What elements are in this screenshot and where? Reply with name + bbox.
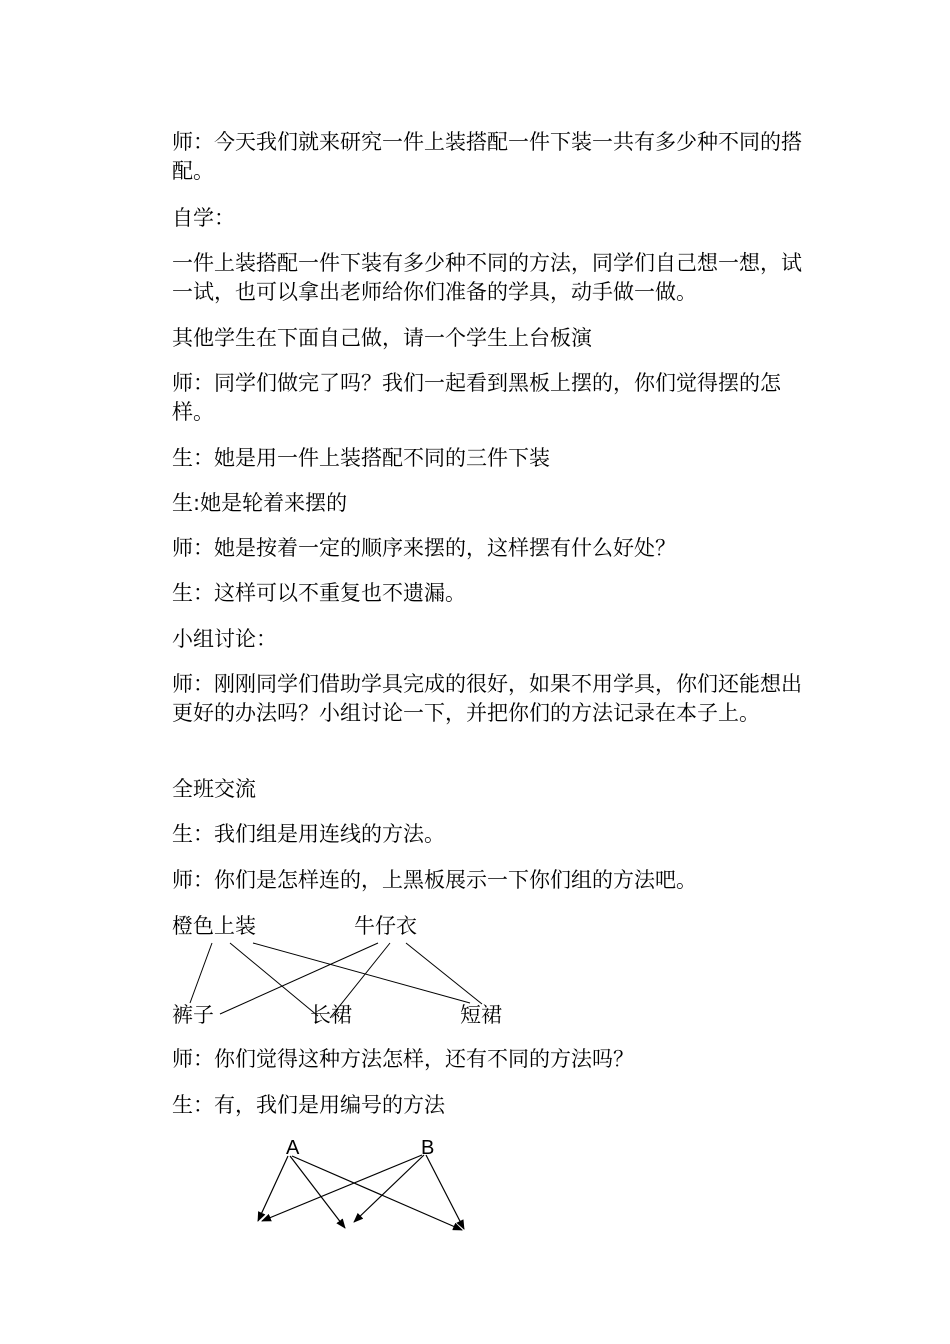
paragraph-15: 师：你们觉得这种方法怎样，还有不同的方法吗？: [172, 1047, 634, 1071]
paragraph-13: 生：我们组是用连线的方法。: [172, 822, 445, 846]
paragraph-6: 生：她是用一件上装搭配不同的三件下装: [172, 446, 550, 470]
paragraph-8: 师：她是按着一定的顺序来摆的，这样摆有什么好处？: [172, 536, 676, 560]
bottom-label-pants: 裤子: [172, 1003, 214, 1027]
arrow-a-3: [292, 1156, 462, 1230]
paragraph-12: 全班交流: [172, 777, 256, 801]
bottom-label-long-skirt: 长裙: [310, 1003, 352, 1027]
top-label-denim: 牛仔衣: [354, 914, 417, 938]
paragraph-4: 其他学生在下面自己做，请一个学生上台板演: [172, 326, 592, 350]
paragraph-11: 师：刚刚同学们借助学具完成的很好，如果不用学具，你们还能想出更好的办法吗？小组讨论一下，并把你们的方法记录在本子上。: [172, 672, 802, 725]
paragraph-16: 生：有，我们是用编号的方法: [172, 1093, 445, 1117]
paragraph-10: 小组讨论：: [172, 627, 277, 651]
paragraph-5: 师：同学们做完了吗？我们一起看到黑板上摆的，你们觉得摆的怎样。: [172, 371, 781, 424]
paragraph-1: 师：今天我们就来研究一件上装搭配一件下装一共有多少种不同的搭配。: [172, 130, 802, 183]
arrow-b-2: [354, 1155, 424, 1222]
paragraph-2: 自学：: [172, 206, 235, 230]
node-label-b: B: [421, 1137, 435, 1159]
node-label-a: A: [286, 1137, 300, 1159]
paragraph-7: 生:她是轮着来摆的: [172, 491, 348, 515]
top-label-orange: 橙色上装: [172, 914, 256, 938]
bottom-label-short-skirt: 短裙: [460, 1003, 502, 1027]
arrow-a-1: [258, 1156, 288, 1221]
arrow-b-1: [262, 1155, 422, 1221]
paragraph-14: 师：你们是怎样连的，上黑板展示一下你们组的方法吧。: [172, 868, 697, 892]
paragraph-3: 一件上装搭配一件下装有多少种不同的方法，同学们自己想一想，试一试，也可以拿出老师给你们准备的学具，动手做一做。: [172, 251, 802, 304]
paragraph-9: 生：这样可以不重复也不遗漏。: [172, 581, 466, 605]
arrow-b-3: [426, 1155, 464, 1229]
